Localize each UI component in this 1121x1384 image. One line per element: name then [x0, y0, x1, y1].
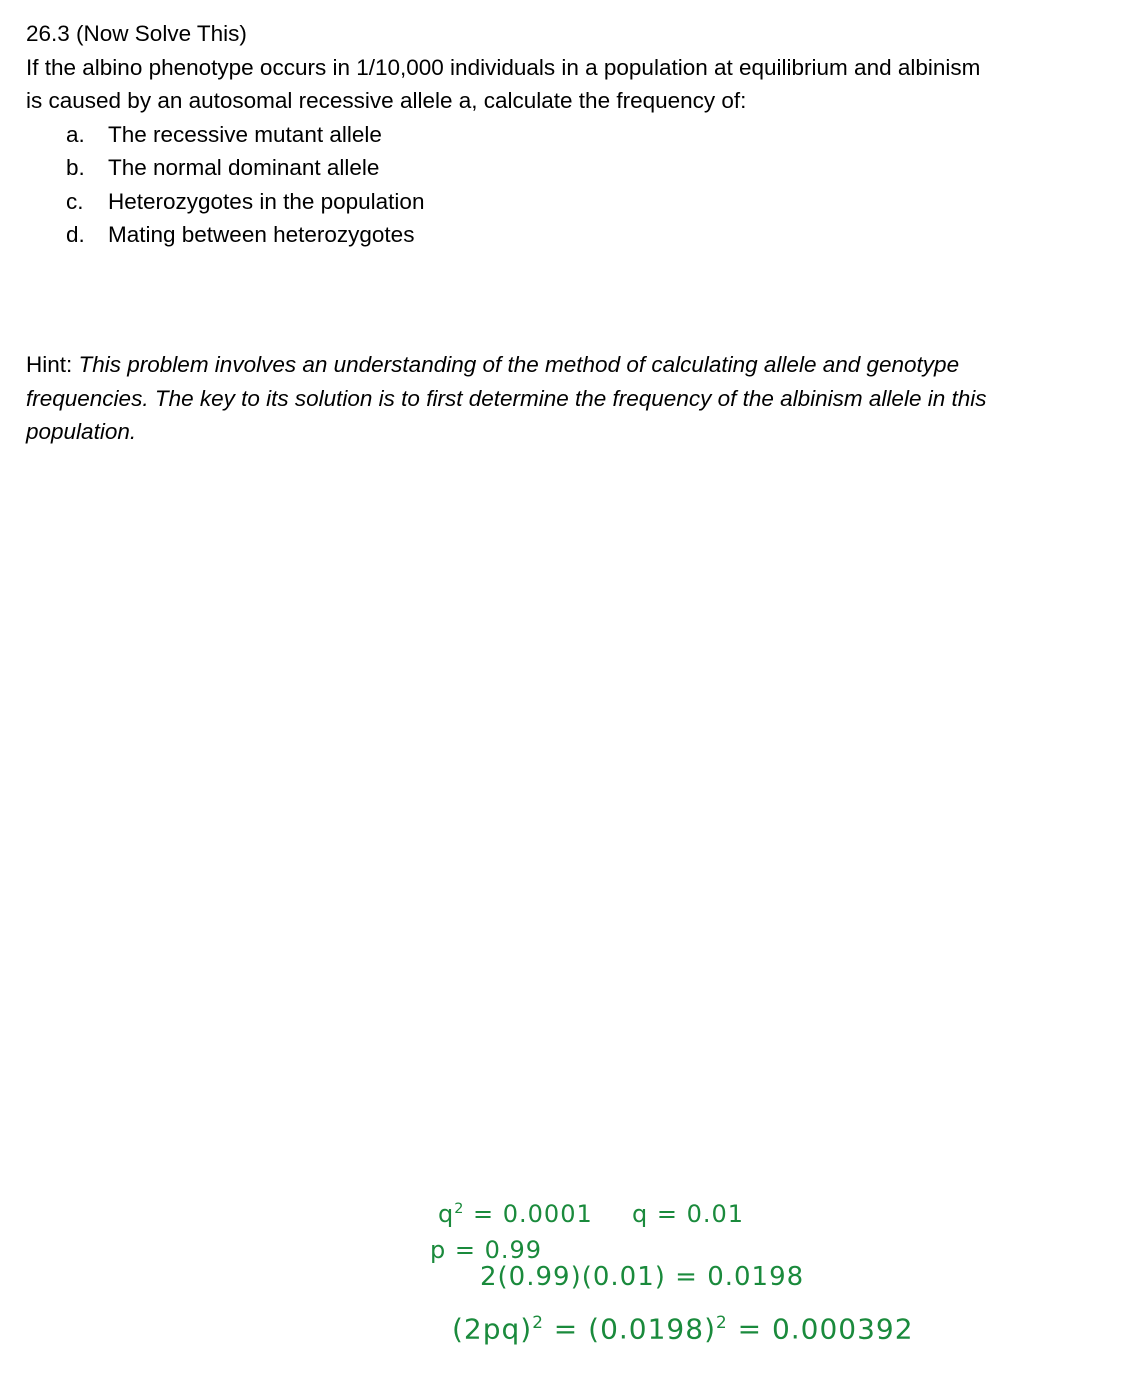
handwritten-line-2: p = 0.99	[430, 1236, 543, 1264]
hw-q-squared-value: = 0.0001	[464, 1200, 593, 1228]
problem-block	[26, 17, 1106, 252]
question-label: Mating between heterozygotes	[108, 222, 415, 247]
handwritten-line-3: 2(0.99)(0.01) = 0.0198	[480, 1262, 805, 1292]
hint-paragraph	[26, 348, 1086, 449]
problem-title: 26.3 (Now Solve This)	[26, 21, 247, 46]
question-label: The normal dominant allele	[108, 155, 380, 180]
question-item-d	[26, 218, 1106, 252]
hw-q-squared: $q^2$	[438, 1200, 465, 1228]
list-marker: c.	[66, 188, 84, 214]
question-label: The recessive mutant allele	[108, 121, 382, 147]
list-marker: d.	[66, 222, 85, 247]
list-marker: a.	[66, 121, 85, 147]
hint-prefix: Hint:	[26, 352, 79, 377]
list-marker: b.	[66, 155, 85, 180]
handwritten-line-1	[438, 1200, 744, 1228]
question-item-a	[26, 118, 1106, 152]
hw-q-value: q = 0.01	[632, 1200, 745, 1228]
question-list	[26, 118, 1106, 252]
problem-statement-line-1: If the albino phenotype occurs in 1/10,000 individuals in a population at equilibrium and albinism	[26, 54, 981, 80]
question-item-c	[26, 185, 1106, 219]
problem-statement-line-2: is caused by an autosomal recessive allele a, calculate the frequency of:	[26, 88, 747, 113]
handwritten-line-4: $(2pq)^2 = (0.0198)^2 = 0.000392$	[452, 1312, 914, 1346]
question-label: Heterozygotes in the population	[108, 188, 425, 214]
hint-text: This problem involves an understanding of the method of calculating allele and genotype frequencies. The key to its solution is to first determine the frequency of the albinism allele in this population.	[26, 352, 987, 444]
question-item-b	[26, 151, 1106, 185]
